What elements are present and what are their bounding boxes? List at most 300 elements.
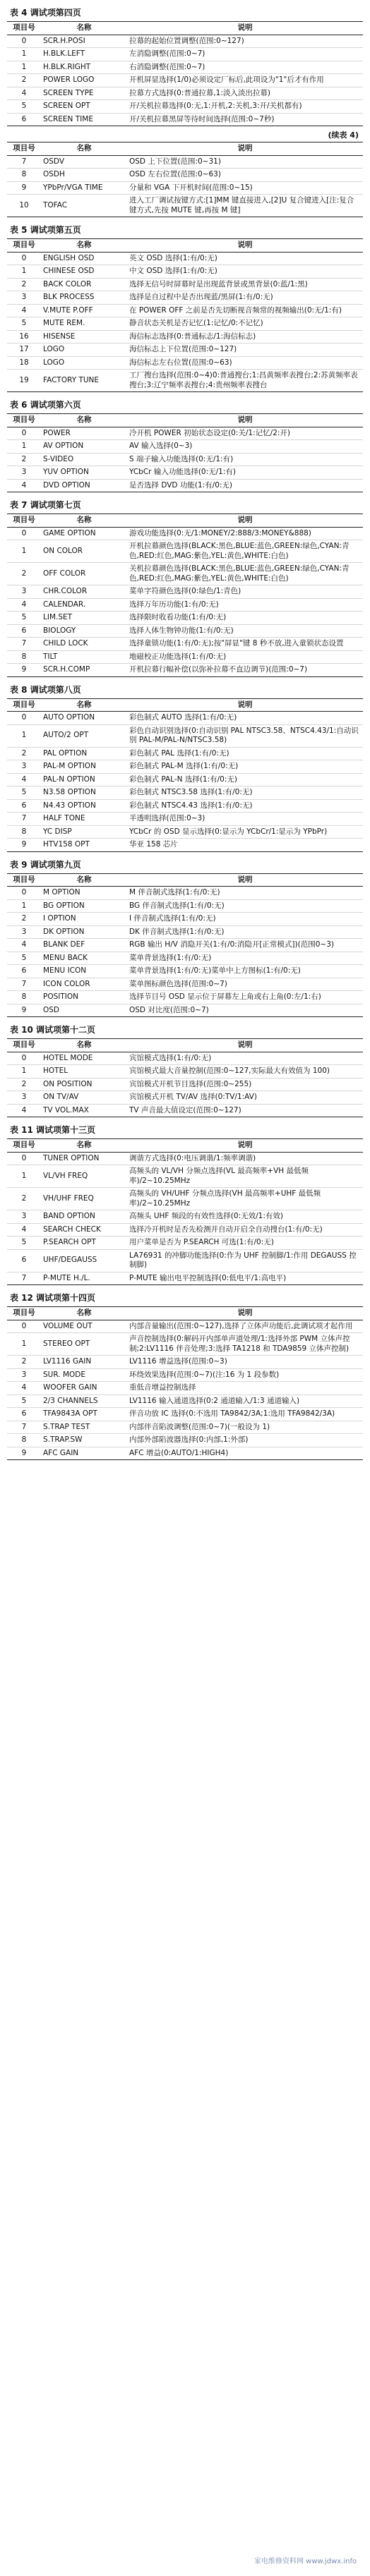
table-row — [7, 344, 363, 357]
item-name: S.TRAP.SW — [41, 1434, 127, 1447]
item-number: 8 — [7, 169, 41, 182]
item-description: 选择节目号 OSD 显示位于屏幕左上角或右上角(0:左/1:右) — [127, 991, 363, 1004]
item-name: TFA9843A OPT — [41, 1408, 127, 1421]
settings-table — [7, 413, 363, 492]
item-name: SCREEN OPT — [41, 100, 127, 114]
item-description: 选择冷开机时是否先检测并自动开启全自动搜台(1:有/0:无) — [127, 1223, 363, 1237]
item-name: POWER LOGO — [41, 74, 127, 87]
item-number: 2 — [7, 1188, 41, 1210]
item-description: 选择无信号时屏幕时是出现蓝背景或黑背景(0:蓝/1:黑) — [127, 278, 363, 291]
item-name: HTV158 OPT — [41, 839, 127, 852]
item-description: DK 伴音制式选择(1:有/0:无) — [127, 925, 363, 939]
item-description: 左消隐调整(范围:0~7) — [127, 48, 363, 61]
table-row — [7, 1065, 363, 1079]
item-number: 8 — [7, 650, 41, 664]
header-name: 名称 — [41, 873, 127, 887]
item-name: LIM.SET — [41, 612, 127, 625]
item-name: HOTEL MODE — [41, 1052, 127, 1065]
header-num: 项目号 — [7, 514, 41, 528]
item-number: 5 — [7, 786, 41, 800]
table-continued-label: (续表 4) — [328, 130, 359, 140]
table-row — [7, 1237, 363, 1250]
header-num: 项目号 — [7, 239, 41, 253]
table-header-row — [7, 514, 363, 528]
table-header-row — [7, 22, 363, 35]
item-name: LOGO — [41, 356, 127, 370]
item-description: 海信标志上下位置(范围:0~127) — [127, 344, 363, 357]
table-row — [7, 1447, 363, 1460]
item-description: 宾馆模式开机节目选择(范围:0~255) — [127, 1078, 363, 1091]
table-row — [7, 650, 363, 664]
header-desc: 说明 — [127, 142, 363, 156]
table-caption: 表 9 调试项第九页 — [10, 859, 81, 870]
table-row — [7, 113, 363, 126]
item-number: 7 — [7, 1421, 41, 1434]
item-name: PAL-N OPTION — [41, 773, 127, 786]
item-number: 5 — [7, 952, 41, 965]
table-row — [7, 563, 363, 585]
item-number: 16 — [7, 330, 41, 344]
item-name: YPbPr/VGA TIME — [41, 181, 127, 195]
item-description: M 伴音制式选择(1:有/0:无) — [127, 887, 363, 900]
item-name: AUTO/2 OPT — [41, 724, 127, 747]
item-number: 6 — [7, 624, 41, 638]
item-description: 声音控制选择(0:解码开内部单声道处理/1:选择外部 PWM 立体声控制;2:LV1116 伴音处理;3:选择 TA1218 和 TDA9859 立体声控制) — [127, 1333, 363, 1356]
item-number: 19 — [7, 370, 41, 392]
header-name: 名称 — [41, 698, 127, 712]
item-name: HISENSE — [41, 330, 127, 344]
item-number: 1 — [7, 540, 41, 563]
header-num: 项目号 — [7, 1307, 41, 1320]
item-description: 华亚 158 芯片 — [127, 839, 363, 852]
table-row — [7, 1152, 363, 1165]
item-name: ICON COLOR — [41, 978, 127, 991]
header-desc: 说明 — [127, 698, 363, 712]
item-description: 英文 OSD 选择(1:有/0:无) — [127, 252, 363, 265]
table-row — [7, 1382, 363, 1395]
header-name: 名称 — [41, 239, 127, 253]
table-row — [7, 887, 363, 900]
table-row — [7, 1091, 363, 1105]
item-name: CALENDAR. — [41, 598, 127, 612]
item-number: 0 — [7, 35, 41, 48]
item-description: LV1116 增益选择(范围:0~3) — [127, 1356, 363, 1369]
item-description: 拉幕的起始位置调整(范围:0~127) — [127, 35, 363, 48]
item-description: 选择限时收看功能(1:有/0:无) — [127, 612, 363, 625]
item-name: BAND OPTION — [41, 1210, 127, 1224]
item-description: 开机拉幕行幅补偿(以弥补拉幕不直边调节)(范围:0~7) — [127, 664, 363, 677]
item-description: 开机屏显选择(1/0)必须设定厂标后,此项设为"1"后才有作用 — [127, 74, 363, 87]
header-num: 项目号 — [7, 22, 41, 35]
item-number: 6 — [7, 1249, 41, 1272]
table-row — [7, 169, 363, 182]
item-number: 1 — [7, 61, 41, 74]
item-number: 4 — [7, 304, 41, 317]
item-number: 3 — [7, 1091, 41, 1105]
item-number: 4 — [7, 479, 41, 492]
item-number: 2 — [7, 913, 41, 926]
item-name: N3.58 OPTION — [41, 786, 127, 800]
item-name: N4.43 OPTION — [41, 799, 127, 813]
item-description: 分量和 VGA 下开机时间(范围:0~15) — [127, 181, 363, 195]
table-row — [7, 839, 363, 852]
item-name: UHF/DEGAUSS — [41, 1249, 127, 1272]
item-number: 7 — [7, 638, 41, 651]
item-name: POSITION — [41, 991, 127, 1004]
table-row — [7, 61, 363, 74]
item-name: PAL OPTION — [41, 747, 127, 760]
item-description: 关机拉幕颜色选择(BLACK:黑色,BLUE:蓝色,GREEN:绿色,CYAN:青色,RED:红色,MAG:紫色,YEL:黄色,WHITE:白色) — [127, 563, 363, 585]
item-description: 海信标志左右位置(范围:0~63) — [127, 356, 363, 370]
table-row — [7, 585, 363, 599]
table-row — [7, 760, 363, 774]
table-header-row — [7, 873, 363, 887]
item-number: 6 — [7, 1408, 41, 1421]
item-name: VH/UHF FREQ — [41, 1188, 127, 1210]
item-name: ON TV/AV — [41, 1091, 127, 1105]
item-number: 2 — [7, 1356, 41, 1369]
item-name: ON COLOR — [41, 540, 127, 563]
item-number: 0 — [7, 1152, 41, 1165]
table-row — [7, 624, 363, 638]
item-number: 9 — [7, 664, 41, 677]
item-number: 8 — [7, 1434, 41, 1447]
item-name: POWER — [41, 427, 127, 440]
item-name: HALF TONE — [41, 813, 127, 826]
item-description: 内部伴音陷波调整(范围:0~7)(一般设为 1) — [127, 1421, 363, 1434]
header-name: 名称 — [41, 1307, 127, 1320]
item-number: 1 — [7, 1065, 41, 1079]
item-name: SCREEN TYPE — [41, 87, 127, 100]
item-number: 0 — [7, 887, 41, 900]
table-row — [7, 1368, 363, 1382]
item-description: 选择万年历功能(1:有/0:无) — [127, 598, 363, 612]
table-row — [7, 356, 363, 370]
table-row — [7, 252, 363, 265]
item-description: AFC 增益(0:AUTO/1:HIGH4) — [127, 1447, 363, 1460]
table-header-row — [7, 698, 363, 712]
item-number: 5 — [7, 1395, 41, 1408]
item-description: 彩色制式 NTSC3.58 选择(1:有/0:无) — [127, 786, 363, 800]
header-num: 项目号 — [7, 414, 41, 427]
item-number: 5 — [7, 612, 41, 625]
item-description: 右消隐调整(范围:0~7) — [127, 61, 363, 74]
table-row — [7, 1210, 363, 1224]
item-description: 中文 OSD 选择(1:有/0:无) — [127, 265, 363, 279]
table-row — [7, 664, 363, 677]
table-row — [7, 712, 363, 725]
header-desc: 说明 — [127, 1039, 363, 1052]
item-name: ON POSITION — [41, 1078, 127, 1091]
item-description: 重低音增益控制选择 — [127, 1382, 363, 1395]
item-description: 宾馆模式最大音量控制(范围:0~127,实际最大有效值为 100) — [127, 1065, 363, 1079]
header-name: 名称 — [41, 1039, 127, 1052]
table-row — [7, 1223, 363, 1237]
item-name: LOGO — [41, 344, 127, 357]
item-description: 地磁校正功能选择(1:有/0:无) — [127, 650, 363, 664]
header-desc: 说明 — [127, 873, 363, 887]
item-description: P-MUTE 输出电平控制选择(0:低电平/1:高电平) — [127, 1272, 363, 1285]
table-row — [7, 612, 363, 625]
table-header-row — [7, 1139, 363, 1153]
item-description: 工厂搜台选择(范围:0~4)0:普通搜台;1:昌黄频率表搜台;2:苏黄频率表搜台;3:辽宁频率表搜台;4:贵州频率表搜台 — [127, 370, 363, 392]
item-number: 18 — [7, 356, 41, 370]
table-row — [7, 427, 363, 440]
item-name: DK OPTION — [41, 925, 127, 939]
settings-table — [7, 514, 363, 677]
item-number: 4 — [7, 773, 41, 786]
header-name: 名称 — [41, 1139, 127, 1153]
table-row — [7, 638, 363, 651]
item-name: SEARCH CHECK — [41, 1223, 127, 1237]
table-row — [7, 330, 363, 344]
item-description: 彩色制式 NTSC4.43 选择(1:有/0:无) — [127, 799, 363, 813]
item-name: GAME OPTION — [41, 527, 127, 540]
item-name: P.SEARCH OPT — [41, 1237, 127, 1250]
item-name: CHILD LOCK — [41, 638, 127, 651]
item-name: OSDH — [41, 169, 127, 182]
item-number: 1 — [7, 440, 41, 454]
item-number: 0 — [7, 527, 41, 540]
item-description: 开/关机拉幕选择(0:无,1:开机,2:关机,3:开/关机都有) — [127, 100, 363, 114]
item-description: LV1116 输入通道选择(0:2 通道输入/1:3 通道输入) — [127, 1395, 363, 1408]
item-number: 4 — [7, 939, 41, 952]
item-name: H.BLK.RIGHT — [41, 61, 127, 74]
header-name: 名称 — [41, 142, 127, 156]
table-row — [7, 1165, 363, 1188]
item-name: SCREEN TIME — [41, 113, 127, 126]
item-name: BLANK DEF — [41, 939, 127, 952]
table-header-row — [7, 414, 363, 427]
item-description: 菜单字符颜色选择(0:绿色/1:青色) — [127, 585, 363, 599]
item-number: 6 — [7, 965, 41, 978]
item-name: MUTE REM. — [41, 317, 127, 331]
table-row — [7, 540, 363, 563]
item-number: 4 — [7, 87, 41, 100]
item-name: STEREO OPT — [41, 1333, 127, 1356]
table-row — [7, 370, 363, 392]
item-description: 进入工厂调试按键方式:[1]MM 键直接进入,[2]U 复合键进入[注:复合键方式,先按 MUTE 键,再按 M 键] — [127, 195, 363, 217]
item-description: 用户菜单是否为 P.SEARCH 可选(1:有/0:无) — [127, 1237, 363, 1250]
item-number: 1 — [7, 724, 41, 747]
item-number: 9 — [7, 181, 41, 195]
settings-table — [7, 698, 363, 852]
table-caption: 表 5 调试项第五页 — [10, 225, 81, 235]
item-name: SCR.H.POSI — [41, 35, 127, 48]
table-row — [7, 317, 363, 331]
table-row — [7, 35, 363, 48]
item-description: 半透明选择(范围:0~3) — [127, 813, 363, 826]
item-number: 3 — [7, 925, 41, 939]
item-number: 2 — [7, 563, 41, 585]
item-description: OSD 左右位置(范围:0~63) — [127, 169, 363, 182]
item-name: CHR.COLOR — [41, 585, 127, 599]
table-row — [7, 598, 363, 612]
item-description: 菜单背景选择(1:有/0:无)菜单中上方图标(1:有/0:无) — [127, 965, 363, 978]
item-description: YCbCr 的 OSD 显示选择(0:显示为 YCbCr/1:显示为 YPbPr) — [127, 825, 363, 839]
item-number: 1 — [7, 899, 41, 913]
table-row — [7, 952, 363, 965]
item-description: LA76931 的冲脚功能选择(0:作为 UHF 控制脚/1:作用 DEGAUSS 控制脚) — [127, 1249, 363, 1272]
item-name: ENGLISH OSD — [41, 252, 127, 265]
item-name: YC DISP — [41, 825, 127, 839]
table-row — [7, 925, 363, 939]
item-name: M OPTION — [41, 887, 127, 900]
item-name: FACTORY TUNE — [41, 370, 127, 392]
table-row — [7, 1188, 363, 1210]
item-number: 6 — [7, 113, 41, 126]
table-row — [7, 1320, 363, 1333]
item-description: AV 输入选择(0~3) — [127, 440, 363, 454]
table-row — [7, 786, 363, 800]
item-name: SUR. MODE — [41, 1368, 127, 1382]
header-name: 名称 — [41, 414, 127, 427]
item-name: YUV OPTION — [41, 466, 127, 480]
item-description: 静音状态关机是否记忆(1:记忆/0:不记忆) — [127, 317, 363, 331]
item-number: 3 — [7, 291, 41, 305]
header-num: 项目号 — [7, 873, 41, 887]
item-name: PAL-M OPTION — [41, 760, 127, 774]
item-description: 选择童锁功能(1:有/0:无);按"屏显"键 8 秒不放,进入童锁状态设置 — [127, 638, 363, 651]
item-description: 菜单图标颜色选择(范围:0~7) — [127, 978, 363, 991]
item-description: 游戏功能选择(0:无/1:MONEY/2:888/3:MONEY&888) — [127, 527, 363, 540]
item-number: 3 — [7, 1210, 41, 1224]
item-description: 环绕效果选择(范围:0~7)(注:16 为 1 段参数) — [127, 1368, 363, 1382]
table-row — [7, 291, 363, 305]
item-number: 8 — [7, 825, 41, 839]
settings-table — [7, 142, 363, 217]
settings-table — [7, 21, 363, 126]
table-row — [7, 527, 363, 540]
table-row — [7, 100, 363, 114]
item-number: 4 — [7, 1104, 41, 1117]
table-row — [7, 1333, 363, 1356]
item-name: OSD — [41, 1004, 127, 1017]
item-description: 调谐方式选择(0:电压调谐/1:频率调谐) — [127, 1152, 363, 1165]
item-name: BACK COLOR — [41, 278, 127, 291]
item-number: 0 — [7, 252, 41, 265]
item-description: 是否选择 DVD 功能(1:有/0:无) — [127, 479, 363, 492]
item-name: DVD OPTION — [41, 479, 127, 492]
item-number: 2 — [7, 74, 41, 87]
item-number: 9 — [7, 839, 41, 852]
item-description: OSD 对比度(范围:0~7) — [127, 1004, 363, 1017]
item-description: 内部外部陷波器选择(0:内部,1:外部) — [127, 1434, 363, 1447]
table-row — [7, 899, 363, 913]
item-name: TV VOL.MAX — [41, 1104, 127, 1117]
table-caption: 表 8 调试项第八页 — [10, 684, 81, 695]
table-caption: 表 7 调试项第七页 — [10, 500, 81, 510]
table-row — [7, 965, 363, 978]
item-number: 2 — [7, 1078, 41, 1091]
item-name: HOTEL — [41, 1065, 127, 1079]
item-number: 17 — [7, 344, 41, 357]
item-description: 选择是自过程中是否出现蓝/黑屏(1:有/0:无) — [127, 291, 363, 305]
item-description: 彩色制式 PAL-M 选择(1:有/0:无) — [127, 760, 363, 774]
item-number: 10 — [7, 195, 41, 217]
item-number: 5 — [7, 317, 41, 331]
item-name: H.BLK.LEFT — [41, 48, 127, 61]
table-row — [7, 278, 363, 291]
item-number: 4 — [7, 1382, 41, 1395]
item-description: YCbCr 输入功能选择(0:无/1:有) — [127, 466, 363, 480]
item-description: TV 声音最大值设定(范围:0~127) — [127, 1104, 363, 1117]
item-number: 5 — [7, 1237, 41, 1250]
item-description: 宾馆模式选择(1:有/0:无) — [127, 1052, 363, 1065]
item-name: BG OPTION — [41, 899, 127, 913]
item-description: 彩色制式 AUTO 选择(1:有/0:无) — [127, 712, 363, 725]
table-row — [7, 304, 363, 317]
settings-table — [7, 238, 363, 392]
item-number: 9 — [7, 1447, 41, 1460]
table-caption: 表 12 调试项第十四页 — [10, 1293, 96, 1303]
table-row — [7, 466, 363, 480]
item-description: 海信标志选择(0:普通标志/1:海信标志) — [127, 330, 363, 344]
table-row — [7, 913, 363, 926]
item-number: 1 — [7, 265, 41, 279]
table-row — [7, 1434, 363, 1447]
settings-table — [7, 1038, 363, 1117]
item-name: AFC GAIN — [41, 1447, 127, 1460]
item-description: RGB 输出 H/V 消隐开关(1:有/0:消隐开[正常模式])(范围0~3) — [127, 939, 363, 952]
item-name: S.TRAP TEST — [41, 1421, 127, 1434]
table-caption: 表 10 调试项第十二页 — [10, 1025, 96, 1035]
table-header-row — [7, 1039, 363, 1052]
item-number: 1 — [7, 1333, 41, 1356]
table-caption: 表 6 调试项第六页 — [10, 400, 81, 410]
item-name: TUNER OPTION — [41, 1152, 127, 1165]
item-name: I OPTION — [41, 913, 127, 926]
item-description: 宾馆模式开机 TV/AV 选择(0:TV/1:AV) — [127, 1091, 363, 1105]
item-number: 6 — [7, 799, 41, 813]
item-description: 高频头的 VL/VH 分频点选择(VL 最高频率+VH 最低频率)/2~10.25MHz — [127, 1165, 363, 1188]
header-desc: 说明 — [127, 1307, 363, 1320]
item-name: BIOLOGY — [41, 624, 127, 638]
table-caption: 表 4 调试项第四页 — [10, 8, 81, 18]
table-row — [7, 773, 363, 786]
item-description: 开机拉幕颜色选择(BLACK:黑色,BLUE:蓝色,GREEN:绿色,CYAN:青色,RED:红色,MAG:紫色,YEL:黄色,WHITE:白色) — [127, 540, 363, 563]
item-name: AV OPTION — [41, 440, 127, 454]
header-desc: 说明 — [127, 414, 363, 427]
table-row — [7, 1078, 363, 1091]
item-name: BLK PROCESS — [41, 291, 127, 305]
header-num: 项目号 — [7, 142, 41, 156]
item-name: OSDV — [41, 155, 127, 169]
item-number: 2 — [7, 747, 41, 760]
item-number: 9 — [7, 1004, 41, 1017]
item-number: 2 — [7, 278, 41, 291]
item-name: SCR.H.COMP — [41, 664, 127, 677]
table-row — [7, 1395, 363, 1408]
table-caption: 表 11 调试项第十三页 — [10, 1125, 96, 1135]
header-name: 名称 — [41, 514, 127, 528]
table-row — [7, 978, 363, 991]
item-description: 开/关机拉幕黑屏等待时间选择(范围:0~7秒) — [127, 113, 363, 126]
item-number: 5 — [7, 100, 41, 114]
item-number: 7 — [7, 1272, 41, 1285]
table-row — [7, 48, 363, 61]
item-name: VL/VH FREQ — [41, 1165, 127, 1188]
item-description: 内部音量输出(范围:0~127),选择了立体声功能后,此调试项才起作用 — [127, 1320, 363, 1333]
table-header-row — [7, 1307, 363, 1320]
item-name: V.MUTE P.OFF — [41, 304, 127, 317]
item-name: P-MUTE H./L. — [41, 1272, 127, 1285]
table-row — [7, 1104, 363, 1117]
table-header-row — [7, 142, 363, 156]
table-row — [7, 87, 363, 100]
item-name: S-VIDEO — [41, 453, 127, 466]
item-number: 4 — [7, 1223, 41, 1237]
